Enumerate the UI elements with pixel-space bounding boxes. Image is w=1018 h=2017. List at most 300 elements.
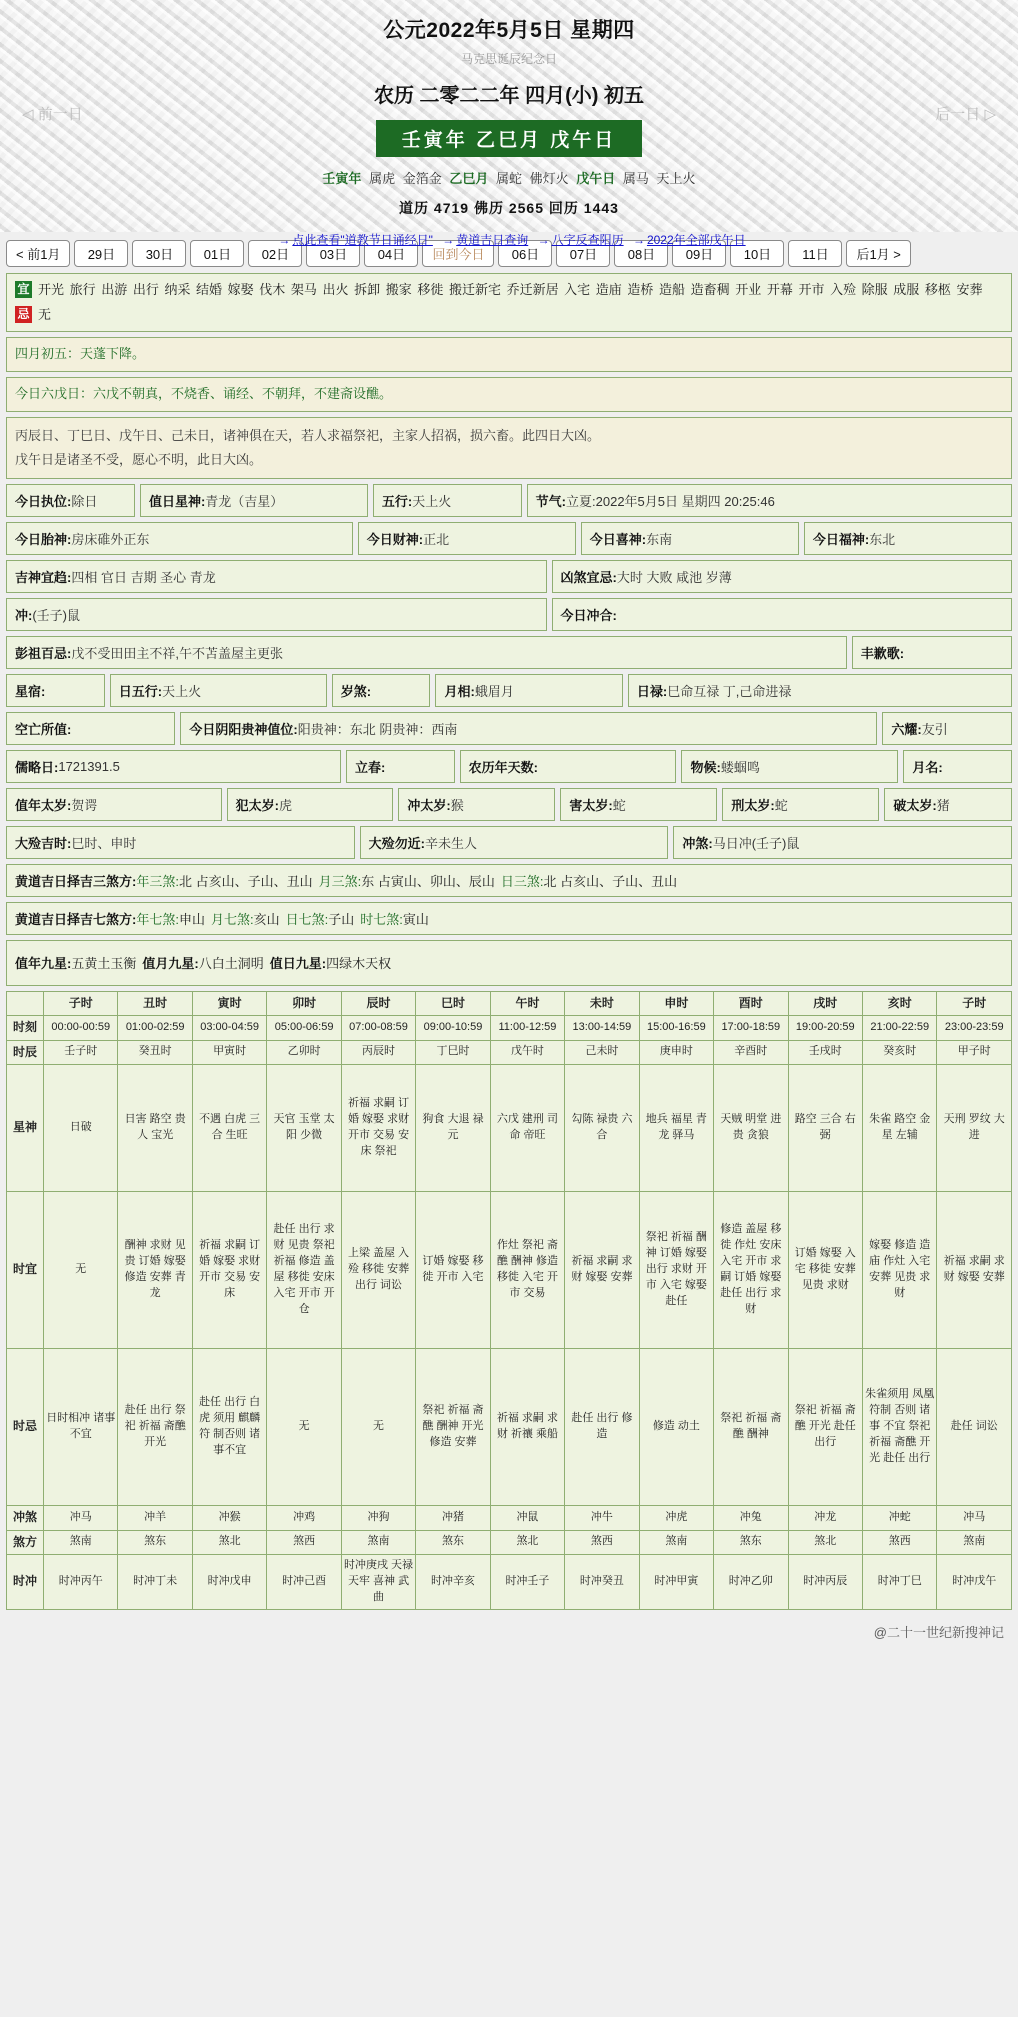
info-label: 今日财神: — [366, 531, 424, 547]
note-panel-2 — [6, 377, 1012, 412]
link-daoist-festival[interactable]: 点此查看"道教节日诵经日" — [292, 233, 433, 247]
date-nav-button-13[interactable]: 11日 — [788, 240, 842, 267]
info-cell-r7-0 — [6, 712, 175, 745]
yi-ji-panel — [6, 273, 1012, 332]
hour-cell-shichen_head-7: 未时 — [565, 991, 639, 1015]
hour-table-row-xingshen — [7, 1065, 1012, 1192]
hour-cell-shike-11: 21:00-22:59 — [862, 1016, 936, 1040]
hour-cell-shichen_head-6: 午时 — [490, 991, 564, 1015]
day-pillar-nayin: 天上火 — [656, 171, 696, 186]
info-label: 儒略日: — [15, 759, 59, 775]
info-row-r1 — [6, 484, 1012, 517]
hour-cell-chongsha-10: 冲龙 — [788, 1506, 862, 1530]
hour-cell-shafang-9: 煞东 — [714, 1530, 788, 1554]
info-value: 青龙（吉星） — [205, 493, 284, 509]
link-auspicious-query[interactable]: 黄道吉日查询 — [456, 233, 529, 247]
info-label: 犯太岁: — [235, 797, 279, 813]
date-nav-button-10[interactable]: 08日 — [614, 240, 668, 267]
info-row-r5 — [6, 636, 1012, 669]
hour-cell-shiji-7: 赴任 出行 修造 — [565, 1349, 639, 1506]
sansha-row-val-0: 北 占亥山、子山、丑山 — [178, 873, 313, 889]
year-pillar-zodiac: 属虎 — [369, 171, 396, 186]
hour-cell-shichen_head-0: 子时 — [44, 991, 118, 1015]
yi-row — [15, 280, 1003, 300]
info-value: 四相 官日 吉期 圣心 青龙 — [71, 569, 216, 585]
info-row-r6 — [6, 674, 1012, 707]
hour-cell-shichong-1: 时冲丁未 — [118, 1554, 192, 1609]
hour-cell-chongsha-9: 冲兔 — [714, 1506, 788, 1530]
note-panel-1 — [6, 337, 1012, 372]
hour-cell-xingshen-9: 天贼 明堂 进贵 贪狼 — [714, 1065, 788, 1192]
info-label: 今日福神: — [812, 531, 870, 547]
info-value: 蛾眉月 — [474, 683, 514, 699]
info-cell-r1-2 — [373, 484, 522, 517]
info-cell-r6-0 — [6, 674, 105, 707]
info-cell-r2-0 — [6, 522, 353, 555]
info-value: 蛇 — [774, 797, 788, 813]
sansha-row-val-2: 北 占亥山、子山、丑山 — [543, 873, 678, 889]
hour-row-label-shiyi: 时宜 — [7, 1192, 44, 1349]
hour-table-row-shichen — [7, 1040, 1012, 1064]
date-nav-button-2[interactable]: 30日 — [132, 240, 186, 267]
hour-cell-shiji-2: 赴任 出行 白虎 须用 麒麟符 制否则 诸事不宜 — [192, 1349, 266, 1506]
info-label: 凶煞宜忌: — [560, 569, 617, 585]
ji-row — [15, 305, 1003, 325]
month-pillar-zodiac: 属蛇 — [495, 171, 522, 186]
year-pillar-nayin: 金箔金 — [402, 171, 442, 186]
date-nav-button-1[interactable]: 29日 — [74, 240, 128, 267]
info-value: 东南 — [646, 531, 673, 547]
link-bazi-reverse[interactable]: 八字反查阳历 — [551, 233, 624, 247]
hour-cell-shichen_head-9: 酉时 — [714, 991, 788, 1015]
hour-cell-shike-2: 03:00-04:59 — [192, 1016, 266, 1040]
sansha-row-cell — [6, 864, 1012, 897]
hour-cell-shike-6: 11:00-12:59 — [490, 1016, 564, 1040]
jiuxing-value-0: 五黄土玉衡 — [71, 956, 137, 972]
hour-row-label-shichen: 时辰 — [7, 1040, 44, 1064]
info-label: 日五行: — [118, 683, 163, 699]
hour-cell-xingshen-10: 路空 三合 右弼 — [788, 1065, 862, 1192]
info-cell-r9-1 — [227, 788, 394, 821]
hour-cell-chongsha-5: 冲猪 — [416, 1506, 490, 1530]
hour-cell-xingshen-8: 地兵 福星 青龙 驿马 — [639, 1065, 713, 1192]
jiuxing-cell — [6, 940, 1012, 986]
info-cell-r9-2 — [398, 788, 555, 821]
hour-cell-shike-1: 01:00-02:59 — [118, 1016, 192, 1040]
hour-table-row-shiji — [7, 1349, 1012, 1506]
hour-cell-xingshen-6: 六戊 建刑 司命 帝旺 — [490, 1065, 564, 1192]
hour-cell-shichong-2: 时冲戊申 — [192, 1554, 266, 1609]
hour-cell-shichen_head-11: 亥时 — [862, 991, 936, 1015]
info-value: 友引 — [921, 721, 948, 737]
jiuxing-label-1: 值月九星: — [142, 956, 199, 972]
arrow-icon-1: → — [278, 233, 291, 247]
hour-cell-shichen-0: 壬子时 — [44, 1040, 118, 1064]
info-label: 今日喜神: — [589, 531, 647, 547]
hour-cell-xingshen-4: 祈福 求嗣 订婚 嫁娶 求财 开市 交易 安床 祭祀 — [341, 1065, 415, 1192]
hour-cell-shichen-1: 癸丑时 — [118, 1040, 192, 1064]
prev-day-link[interactable]: ◁ 前一日 — [22, 106, 83, 123]
date-nav-button-0[interactable]: < 前1月 — [6, 240, 70, 267]
almanac-header — [0, 0, 1018, 247]
hour-cell-shichong-11: 时冲丁巳 — [862, 1554, 936, 1609]
hour-table-row-shichen_head — [7, 991, 1012, 1015]
jiuxing-label-2: 值日九星: — [269, 956, 327, 972]
link-all-wuwu-days[interactable]: 2022年全部戊午日 — [646, 233, 746, 247]
lunar-date-title: 农历 二零二二年 四月(小) 初五 — [374, 85, 644, 107]
info-cell-r3-0 — [6, 560, 547, 593]
hour-cell-shiyi-0: 无 — [44, 1192, 118, 1349]
qisha-row-key-3: 时七煞: — [360, 911, 403, 927]
hour-cell-shiyi-10: 订婚 嫁娶 入宅 移徙 安葬 见贵 求财 — [788, 1192, 862, 1349]
yi-list: 开光 旅行 出游 出行 纳采 结婚 嫁娶 伐木 架马 出火 拆卸 搬家 移徙 搬迁新宅 乔迁新居 入宅 造庙 造桥 造船 造畜稠 开业 开幕 开市 入殓 除服 成服 移柩 安葬 — [38, 282, 983, 297]
hour-cell-chongsha-7: 冲牛 — [565, 1506, 639, 1530]
info-label: 物候: — [690, 759, 721, 775]
hour-cell-xingshen-7: 勾陈 禄贵 六合 — [565, 1065, 639, 1192]
hour-row-label-shichen_head — [7, 991, 44, 1015]
hour-cell-shichen-7: 己未时 — [565, 1040, 639, 1064]
info-cell-r2-2 — [581, 522, 799, 555]
ji-tag-icon: 忌 — [15, 306, 32, 323]
hour-cell-shichong-5: 时冲辛亥 — [416, 1554, 490, 1609]
info-cell-r7-1 — [180, 712, 877, 745]
sansha-row-key-1: 月三煞: — [318, 873, 362, 889]
info-cell-r5-1 — [852, 636, 1012, 669]
info-cell-r5-0 — [6, 636, 847, 669]
hour-cell-chongsha-0: 冲马 — [44, 1506, 118, 1530]
info-cell-r4-0 — [6, 598, 547, 631]
info-cell-r3-1 — [552, 560, 1012, 593]
sansha-row — [6, 864, 1012, 897]
qisha-row-val-1: 亥山 — [253, 911, 280, 927]
info-value: (壬子)鼠 — [32, 607, 81, 623]
hour-cell-shichen-3: 乙卯时 — [267, 1040, 341, 1064]
date-nav-button-3[interactable]: 01日 — [190, 240, 244, 267]
info-label: 大殓勿近: — [368, 835, 425, 851]
next-day-link[interactable]: 后一日 ▷ — [935, 106, 996, 123]
hour-cell-shichen-2: 甲寅时 — [192, 1040, 266, 1064]
watermark: @二十一世纪新搜神记 — [0, 1618, 1018, 1647]
info-cell-r6-2 — [332, 674, 431, 707]
hour-row-label-chongsha: 冲煞 — [7, 1506, 44, 1530]
hour-cell-xingshen-3: 天官 玉堂 太阳 少微 — [267, 1065, 341, 1192]
hour-cell-shichong-0: 时冲丙午 — [44, 1554, 118, 1609]
sansha-row-key-0: 年三煞: — [136, 873, 179, 889]
hour-cell-shichen_head-12: 子时 — [937, 991, 1012, 1015]
hour-cell-shiyi-6: 作灶 祭祀 斋醮 酬神 修造 移徙 入宅 开市 交易 — [490, 1192, 564, 1349]
info-value: 阳贵神：东北 阴贵神：西南 — [297, 721, 458, 737]
info-cell-r8-4 — [903, 750, 1012, 783]
info-label: 今日胎神: — [15, 531, 72, 547]
info-cell-r7-2 — [882, 712, 1012, 745]
jiuxing-row — [6, 940, 1012, 986]
date-nav-button-11[interactable]: 09日 — [672, 240, 726, 267]
info-value: 虎 — [279, 797, 293, 813]
jiuxing-label-0: 值年九星: — [15, 956, 72, 972]
info-label: 今日执位: — [15, 493, 72, 509]
hour-cell-shafang-7: 煞西 — [565, 1530, 639, 1554]
hour-cell-shichong-9: 时冲乙卯 — [714, 1554, 788, 1609]
hour-cell-shichong-8: 时冲甲寅 — [639, 1554, 713, 1609]
info-label: 大殓吉时: — [15, 835, 72, 851]
note-panel-3 — [6, 417, 1012, 479]
hour-cell-chongsha-8: 冲虎 — [639, 1506, 713, 1530]
hour-cell-chongsha-1: 冲羊 — [118, 1506, 192, 1530]
hour-cell-shichen-11: 癸亥时 — [862, 1040, 936, 1064]
arrow-icon-3: → — [537, 233, 550, 247]
hour-cell-shafang-3: 煞西 — [267, 1530, 341, 1554]
sansha-row-key-2: 日三煞: — [500, 873, 544, 889]
info-label: 值年太岁: — [15, 797, 72, 813]
note-tianpeng: 四月初五：天蓬下降。 — [15, 346, 146, 362]
info-value: 巳命互禄 丁,己命进禄 — [667, 683, 792, 699]
hour-cell-shichong-4: 时冲庚戌 天禄 天牢 喜神 武曲 — [341, 1554, 415, 1609]
info-label: 丰歉歌: — [860, 645, 905, 661]
info-row-r10 — [6, 826, 1012, 859]
hour-cell-shafang-1: 煞东 — [118, 1530, 192, 1554]
year-pillar-ganzhi: 壬寅年 — [322, 171, 362, 186]
pillars-row — [0, 168, 1018, 187]
hour-row-label-xingshen: 星神 — [7, 1065, 44, 1192]
info-cell-r1-3 — [527, 484, 1012, 517]
hour-cell-shafang-11: 煞西 — [862, 1530, 936, 1554]
hour-cell-shiyi-7: 祈福 求嗣 求财 嫁娶 安葬 — [565, 1192, 639, 1349]
hour-cell-shichen-10: 壬戌时 — [788, 1040, 862, 1064]
hour-cell-shike-9: 17:00-18:59 — [714, 1016, 788, 1040]
ganzhi-badge: 壬寅年 乙巳月 戊午日 — [376, 120, 643, 157]
hour-cell-shike-12: 23:00-23:59 — [937, 1016, 1012, 1040]
info-value: 大时 大败 咸池 岁薄 — [616, 569, 732, 585]
info-cell-r9-0 — [6, 788, 222, 821]
qisha-row-val-3: 寅山 — [402, 911, 429, 927]
info-cell-r9-3 — [560, 788, 717, 821]
hour-cell-shiyi-8: 祭祀 祈福 酬神 订婚 嫁娶 出行 求财 开市 入宅 嫁娶 赴任 — [639, 1192, 713, 1349]
info-cell-r2-3 — [804, 522, 1012, 555]
info-row-r7 — [6, 712, 1012, 745]
info-cell-r6-3 — [435, 674, 622, 707]
hour-cell-shike-5: 09:00-10:59 — [416, 1016, 490, 1040]
hour-cell-shiji-3: 无 — [267, 1349, 341, 1506]
info-label: 月相: — [444, 683, 475, 699]
hour-cell-xingshen-2: 不遇 白虎 三合 生旺 — [192, 1065, 266, 1192]
hour-cell-shafang-6: 煞北 — [490, 1530, 564, 1554]
hour-cell-shiji-11: 朱雀须用 凤凰 符制 否则 诸事 不宜 祭祀 祈福 斋醮 开光 赴任 出行 — [862, 1349, 936, 1506]
info-value: 蝼蝈鸣 — [720, 759, 760, 775]
jiuxing-value-1: 八白土洞明 — [198, 956, 264, 972]
memorial-day-label: 马克思诞辰纪念日 — [460, 52, 557, 66]
hour-cell-shiyi-12: 祈福 求嗣 求财 嫁娶 安葬 — [937, 1192, 1012, 1349]
info-label: 吉神宜趋: — [15, 569, 72, 585]
hour-cell-shichen_head-1: 丑时 — [118, 991, 192, 1015]
info-cell-r2-1 — [358, 522, 576, 555]
hour-cell-chongsha-3: 冲鸡 — [267, 1506, 341, 1530]
note-daxiong-line1: 丙辰日、丁巳日、戊午日、己未日，诸神俱在天，若人求福祭祀，主家人招祸，损六畜。此四日大凶。 — [15, 427, 601, 443]
hour-cell-shafang-2: 煞北 — [192, 1530, 266, 1554]
ji-list: 无 — [38, 307, 52, 323]
date-nav-button-7[interactable]: 回到今日 — [422, 240, 494, 267]
month-pillar-ganzhi: 乙巳月 — [449, 171, 489, 186]
header-links — [0, 231, 1018, 248]
info-cell-r1-0 — [6, 484, 135, 517]
info-value: 房床碓外正东 — [71, 531, 150, 547]
hour-cell-shichong-12: 时冲戊午 — [937, 1554, 1012, 1609]
info-label: 今日冲合: — [560, 607, 617, 623]
jiuxing-value-2: 四绿木天权 — [326, 956, 392, 972]
info-row-r4 — [6, 598, 1012, 631]
hour-cell-shike-8: 15:00-16:59 — [639, 1016, 713, 1040]
qisha-row-val-0: 申山 — [178, 911, 205, 927]
hour-cell-chongsha-11: 冲蛇 — [862, 1506, 936, 1530]
info-value: 巳时、申时 — [71, 835, 137, 851]
info-grid — [6, 484, 1012, 986]
hour-table-row-shafang — [7, 1530, 1012, 1554]
info-value: 天上火 — [162, 683, 202, 699]
hour-cell-xingshen-1: 日害 路空 贵人 宝光 — [118, 1065, 192, 1192]
hour-detail-table — [6, 991, 1012, 1610]
info-label: 日禄: — [636, 683, 668, 699]
yi-tag-icon: 宜 — [15, 281, 32, 298]
hour-cell-xingshen-0: 日破 — [44, 1065, 118, 1192]
info-label: 害太岁: — [569, 797, 613, 813]
info-label: 彭祖百忌: — [15, 645, 72, 661]
hour-cell-shiyi-3: 赴任 出行 求财 见贵 祭祀 祈福 修造 盖屋 移徙 安床 入宅 开市 开仓 — [267, 1192, 341, 1349]
sansha-row-val-1: 东 占寅山、卯山、辰山 — [361, 873, 495, 889]
hour-cell-shafang-4: 煞南 — [341, 1530, 415, 1554]
hour-cell-shike-7: 13:00-14:59 — [565, 1016, 639, 1040]
info-cell-r6-1 — [110, 674, 327, 707]
info-cell-r8-3 — [681, 750, 898, 783]
hour-cell-shiji-12: 赴任 词讼 — [937, 1349, 1012, 1506]
hour-cell-shichen-5: 丁巳时 — [416, 1040, 490, 1064]
hour-cell-shiyi-1: 酬神 求财 见贵 订婚 嫁娶 修造 安葬 青龙 — [118, 1192, 192, 1349]
arrow-icon-2: → — [442, 233, 455, 247]
info-cell-r8-1 — [346, 750, 455, 783]
hour-cell-shichen-9: 辛酉时 — [714, 1040, 788, 1064]
info-cell-r8-2 — [460, 750, 677, 783]
hour-cell-shichong-3: 时冲己酉 — [267, 1554, 341, 1609]
info-label: 冲煞: — [682, 835, 713, 851]
hour-table-row-shichong — [7, 1554, 1012, 1609]
hour-cell-shike-4: 07:00-08:59 — [341, 1016, 415, 1040]
hour-cell-shichen_head-8: 申时 — [639, 991, 713, 1015]
hour-cell-shichen-12: 甲子时 — [937, 1040, 1012, 1064]
hour-cell-shiji-6: 祈福 求嗣 求财 祈禳 乘船 — [490, 1349, 564, 1506]
hour-table-row-shike — [7, 1016, 1012, 1040]
hour-cell-shiji-0: 日时相冲 诸事不宜 — [44, 1349, 118, 1506]
hour-cell-shichen-8: 庚申时 — [639, 1040, 713, 1064]
hour-cell-shiji-8: 修造 动土 — [639, 1349, 713, 1506]
info-cell-r4-1 — [552, 598, 1012, 631]
info-cell-r1-1 — [140, 484, 368, 517]
hour-cell-chongsha-6: 冲鼠 — [490, 1506, 564, 1530]
hour-cell-shichen_head-4: 辰时 — [341, 991, 415, 1015]
date-nav-button-12[interactable]: 10日 — [730, 240, 784, 267]
hour-cell-shafang-0: 煞南 — [44, 1530, 118, 1554]
hour-cell-xingshen-12: 天刑 罗纹 大进 — [937, 1065, 1012, 1192]
hour-cell-shafang-10: 煞北 — [788, 1530, 862, 1554]
info-label: 值日星神: — [148, 493, 206, 509]
qisha-row-key-1: 月七煞: — [210, 911, 254, 927]
date-nav-button-5[interactable]: 03日 — [306, 240, 360, 267]
hour-table-row-shiyi — [7, 1192, 1012, 1349]
hour-cell-shichen_head-5: 巳时 — [416, 991, 490, 1015]
day-pillar-zodiac: 属马 — [622, 171, 649, 186]
hour-cell-shichen_head-2: 寅时 — [192, 991, 266, 1015]
qisha-row-label: 黄道吉日择吉七煞方: — [15, 911, 137, 927]
note-daxiong-line2: 戊午日是诸圣不受，愿心不明，此日大凶。 — [15, 451, 263, 467]
date-nav-button-9[interactable]: 07日 — [556, 240, 610, 267]
info-value: 辛未生人 — [424, 835, 477, 851]
hour-cell-xingshen-11: 朱雀 路空 金星 左辅 — [862, 1065, 936, 1192]
info-cell-r8-0 — [6, 750, 341, 783]
info-label: 月名: — [912, 759, 943, 775]
hour-cell-shiji-1: 赴任 出行 祭祀 祈福 斋醮 开光 — [118, 1349, 192, 1506]
hour-cell-shichen-4: 丙辰时 — [341, 1040, 415, 1064]
date-nav-button-8[interactable]: 06日 — [498, 240, 552, 267]
info-cell-r10-1 — [360, 826, 669, 859]
qisha-row-cell — [6, 902, 1012, 935]
info-label: 星宿: — [15, 683, 46, 699]
info-value: 正北 — [423, 531, 450, 547]
hour-cell-xingshen-5: 狗食 大退 禄元 — [416, 1065, 490, 1192]
hour-row-label-shiji: 时忌 — [7, 1349, 44, 1506]
info-label: 农历年天数: — [468, 759, 538, 775]
info-label: 刑太岁: — [731, 797, 775, 813]
info-label: 六耀: — [891, 721, 922, 737]
date-nav-button-14[interactable]: 后1月 > — [846, 240, 910, 267]
hour-cell-shichong-10: 时冲丙辰 — [788, 1554, 862, 1609]
info-label: 节气: — [535, 493, 567, 509]
info-row-r3 — [6, 560, 1012, 593]
hour-cell-shiyi-11: 嫁娶 修造 造庙 作灶 入宅 安葬 见贵 求财 — [862, 1192, 936, 1349]
info-row-r8 — [6, 750, 1012, 783]
info-value: 东北 — [869, 531, 896, 547]
info-value: 除日 — [71, 493, 98, 509]
info-row-r2 — [6, 522, 1012, 555]
hour-cell-shafang-12: 煞南 — [937, 1530, 1012, 1554]
hour-cell-shike-3: 05:00-06:59 — [267, 1016, 341, 1040]
info-value: 立夏:2022年5月5日 星期四 20:25:46 — [566, 493, 775, 509]
day-pillar-ganzhi: 戊午日 — [576, 171, 616, 186]
date-nav-button-4[interactable]: 02日 — [248, 240, 302, 267]
hour-cell-shichong-6: 时冲壬子 — [490, 1554, 564, 1609]
info-value: 1721391.5 — [58, 758, 120, 774]
hour-cell-shike-10: 19:00-20:59 — [788, 1016, 862, 1040]
info-value: 蛇 — [612, 797, 626, 813]
info-value: 猴 — [450, 797, 464, 813]
info-label: 岁煞: — [340, 683, 372, 699]
hour-table-row-chongsha — [7, 1506, 1012, 1530]
info-cell-r10-0 — [6, 826, 355, 859]
qisha-row-key-0: 年七煞: — [136, 911, 179, 927]
hour-cell-shiyi-5: 订婚 嫁娶 移徙 开市 入宅 — [416, 1192, 490, 1349]
date-nav-button-6[interactable]: 04日 — [364, 240, 418, 267]
hour-row-label-shafang: 煞方 — [7, 1530, 44, 1554]
sansha-row-label: 黄道吉日择吉三煞方: — [15, 873, 137, 889]
info-label: 空亡所值: — [15, 721, 72, 737]
info-row-r9 — [6, 788, 1012, 821]
hour-cell-shichen-6: 戊午时 — [490, 1040, 564, 1064]
qisha-row-val-2: 子山 — [328, 911, 355, 927]
solar-date-title: 公元2022年5月5日 星期四 — [383, 19, 635, 42]
hour-cell-shiyi-9: 修造 盖屋 移徙 作灶 安床 入宅 开市 求嗣 订婚 嫁娶 赴任 出行 求财 — [714, 1192, 788, 1349]
hour-cell-chongsha-2: 冲猴 — [192, 1506, 266, 1530]
hour-cell-chongsha-12: 冲马 — [937, 1506, 1012, 1530]
hour-cell-shafang-8: 煞南 — [639, 1530, 713, 1554]
hour-row-label-shike: 时刻 — [7, 1016, 44, 1040]
hour-cell-shichong-7: 时冲癸丑 — [565, 1554, 639, 1609]
month-pillar-nayin: 佛灯火 — [529, 171, 569, 186]
